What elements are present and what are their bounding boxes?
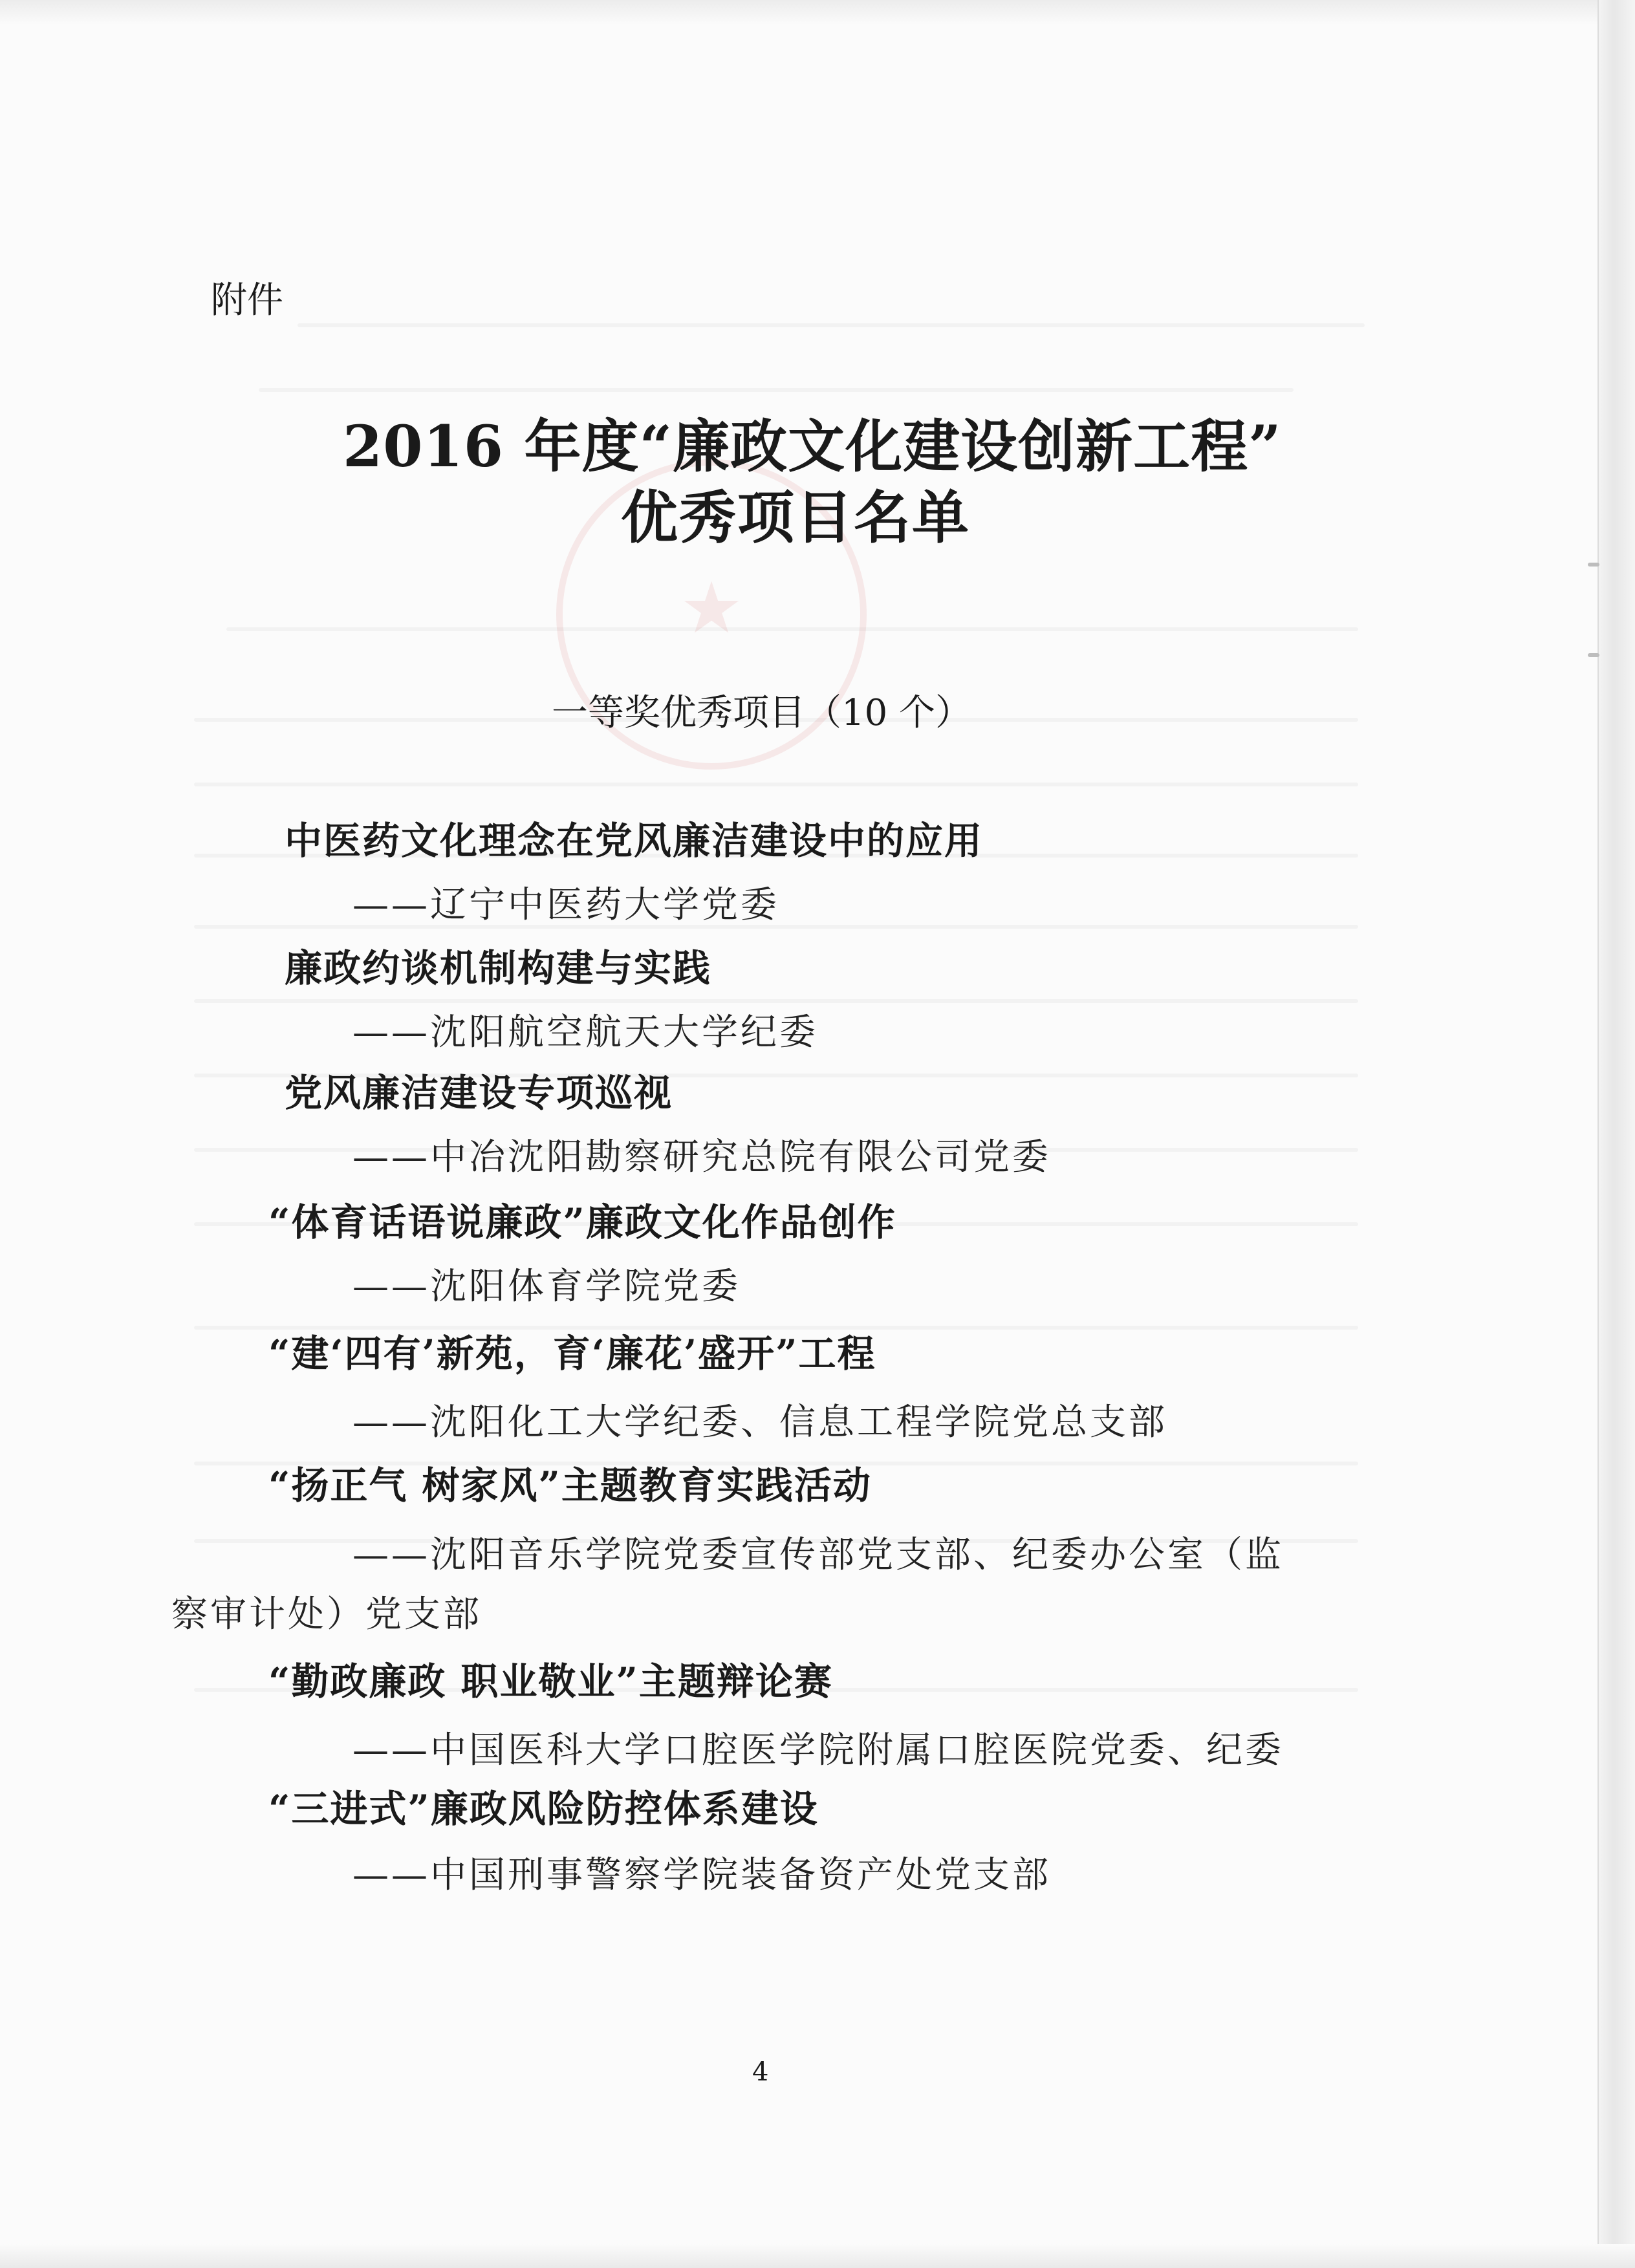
project-name: “三进式”廉政风险防控体系建设: [268, 1787, 819, 1831]
project-unit: ——中冶沈阳勘察研究总院有限公司党委: [352, 1136, 1051, 1178]
binding-mark: [1588, 563, 1599, 567]
project-unit: ——沈阳航空航天大学纪委: [352, 1011, 818, 1053]
project-unit: ——沈阳音乐学院党委宣传部党支部、纪委办公室（监: [352, 1534, 1284, 1576]
scan-right-edge: [1597, 0, 1635, 2268]
document-title-line1: 2016 年度“廉政文化建设创新工程”: [343, 413, 1282, 480]
attachment-label: 附件: [211, 279, 283, 321]
scan-top-edge: [0, 0, 1635, 25]
project-name: 中医药文化理念在党风廉洁建设中的应用: [285, 819, 984, 863]
project-name: 廉政约谈机制构建与实践: [285, 946, 712, 990]
project-unit: ——沈阳体育学院党委: [352, 1266, 741, 1308]
scan-bottom-edge: [0, 2244, 1635, 2268]
project-name: “扬正气 树家风”主题教育实践活动: [268, 1463, 872, 1507]
document-title-line2: 优秀项目名单: [621, 484, 971, 551]
project-unit: ——沈阳化工大学纪委、信息工程学院党总支部: [352, 1401, 1167, 1443]
binding-mark: [1588, 653, 1599, 657]
project-unit: ——辽宁中医药大学党委: [352, 884, 779, 926]
seal-star-icon: ★: [679, 567, 744, 649]
bleed-through-line: [259, 388, 1294, 392]
project-unit: ——中国医科大学口腔医学院附属口腔医院党委、纪委: [352, 1729, 1284, 1771]
bleed-through-line: [194, 999, 1358, 1003]
project-unit: ——中国刑事警察学院装备资产处党支部: [352, 1854, 1051, 1896]
section-heading: 一等奖优秀项目（10 个）: [552, 692, 972, 734]
bleed-through-line: [298, 323, 1365, 327]
project-name: 党风廉洁建设专项巡视: [285, 1071, 673, 1115]
project-name: “建‘四有’新苑，育‘廉花’盛开”工程: [268, 1332, 876, 1376]
project-unit-continuation: 察审计处）党支部: [171, 1593, 482, 1636]
project-name: “勤政廉政 职业敬业”主题辩论赛: [268, 1659, 833, 1703]
page-number: 4: [752, 2057, 769, 2087]
project-name: “体育话语说廉政”廉政文化作品创作: [268, 1200, 896, 1244]
bleed-through-line: [194, 783, 1358, 786]
